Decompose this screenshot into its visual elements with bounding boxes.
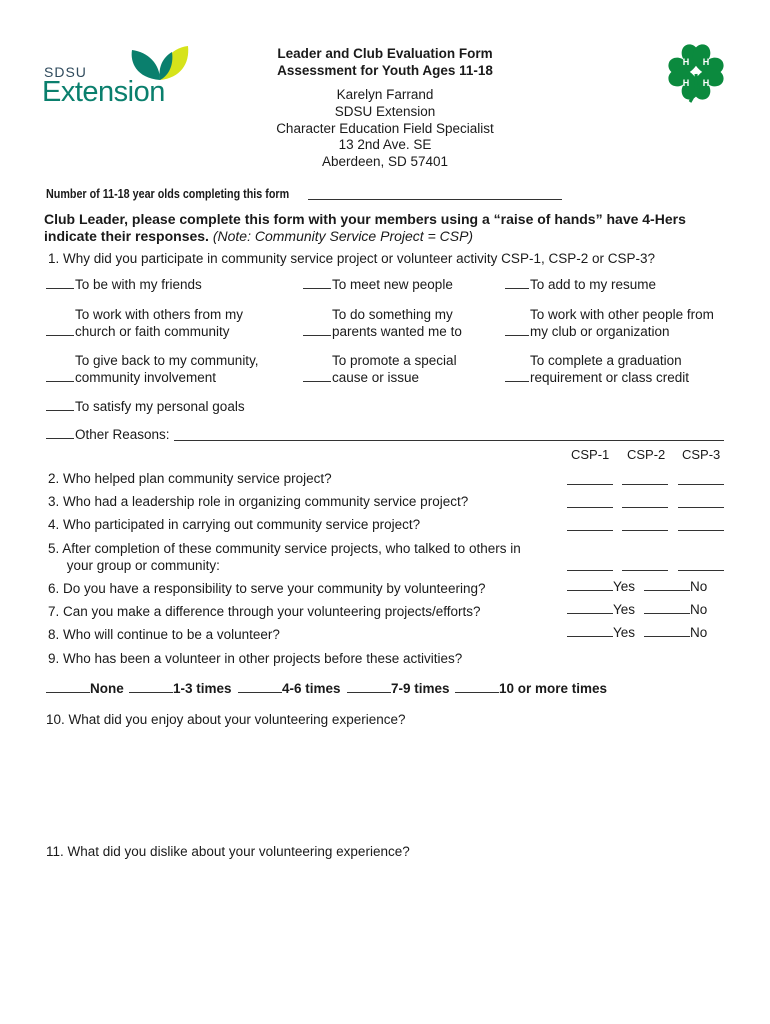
no-option[interactable]: No xyxy=(644,602,707,617)
logo-sdsu-text: SDSU xyxy=(44,64,87,80)
yes-option[interactable]: Yes xyxy=(567,625,635,640)
count-input-line[interactable] xyxy=(308,199,562,200)
yes-option[interactable]: Yes xyxy=(567,602,635,617)
clover-letter: H xyxy=(682,57,690,67)
q1-option[interactable]: To do something my parents wanted me to xyxy=(303,306,462,340)
frequency-4-6[interactable]: 4-6 times xyxy=(238,681,341,696)
q1-other-reasons[interactable]: Other Reasons: xyxy=(46,426,170,443)
question-11: 11. What did you dislike about your volunteering experience? xyxy=(46,844,410,859)
count-label: Number of 11-18 year olds completing this form xyxy=(46,187,290,201)
csp3-answer[interactable] xyxy=(678,570,724,571)
logo-extension-text: Extension xyxy=(42,76,165,108)
form-title: Leader and Club Evaluation Form xyxy=(277,46,493,61)
csp-header: CSP-2 xyxy=(627,447,666,462)
contact-address-line1: 13 2nd Ave. SE xyxy=(338,137,432,152)
question-4: 4. Who participated in carrying out community service project? xyxy=(48,517,421,532)
q1-option[interactable]: To be with my friends xyxy=(46,276,202,293)
question-6: 6. Do you have a responsibility to serve your community by volunteering? xyxy=(48,581,486,596)
question-10: 10. What did you enjoy about your volunteering experience? xyxy=(46,712,406,727)
question-7: 7. Can you make a difference through your volunteering projects/efforts? xyxy=(48,604,481,619)
csp2-answer[interactable] xyxy=(622,530,668,531)
frequency-10-plus[interactable]: 10 or more times xyxy=(455,681,607,696)
no-option[interactable]: No xyxy=(644,625,707,640)
other-reasons-line[interactable] xyxy=(174,440,724,441)
q1-option[interactable]: To add to my resume xyxy=(505,276,656,293)
csp-header: CSP-1 xyxy=(571,447,610,462)
q1-option[interactable]: To work with others from my church or faith community xyxy=(46,306,243,340)
yes-option[interactable]: Yes xyxy=(567,579,635,594)
contact-org: SDSU Extension xyxy=(334,104,436,119)
clover-letter: H xyxy=(702,57,710,67)
frequency-1-3[interactable]: 1-3 times xyxy=(129,681,232,696)
csp3-answer[interactable] xyxy=(678,484,724,485)
question-3: 3. Who had a leadership role in organizing community service project? xyxy=(48,494,469,509)
question-5: 5. After completion of these community service projects, who talked to others in xyxy=(48,541,521,556)
contact-name: Karelyn Farrand xyxy=(336,87,434,102)
no-option[interactable]: No xyxy=(644,579,707,594)
question-5-cont: your group or community: xyxy=(48,558,220,573)
question-1: 1. Why did you participate in community service project or volunteer activity CSP-1, CSP-2 or CSP-3? xyxy=(48,251,655,266)
q1-option[interactable]: To give back to my community, community involvement xyxy=(46,352,259,386)
question-8: 8. Who will continue to be a volunteer? xyxy=(48,627,280,642)
csp1-answer[interactable] xyxy=(567,530,613,531)
q1-option[interactable]: To complete a graduation requirement or class credit xyxy=(505,352,689,386)
q1-option[interactable]: To satisfy my personal goals xyxy=(46,398,245,415)
csp2-answer[interactable] xyxy=(622,507,668,508)
q1-option[interactable]: To promote a special cause or issue xyxy=(303,352,457,386)
frequency-7-9[interactable]: 7-9 times xyxy=(347,681,450,696)
contact-address-line2: Aberdeen, SD 57401 xyxy=(321,154,449,169)
question-2: 2. Who helped plan community service project? xyxy=(48,471,332,486)
csp2-answer[interactable] xyxy=(622,570,668,571)
csp3-answer[interactable] xyxy=(678,530,724,531)
question-9: 9. Who has been a volunteer in other projects before these activities? xyxy=(48,651,463,666)
csp1-answer[interactable] xyxy=(567,570,613,571)
clover-letter: H xyxy=(702,78,710,88)
csp2-answer[interactable] xyxy=(622,484,668,485)
csp-header: CSP-3 xyxy=(682,447,721,462)
csp3-answer[interactable] xyxy=(678,507,724,508)
q1-option[interactable]: To work with other people from my club or organization xyxy=(505,306,714,340)
q1-option[interactable]: To meet new people xyxy=(303,276,453,293)
frequency-none[interactable]: None xyxy=(46,681,124,696)
instructions-note: (Note: Community Service Project = CSP) xyxy=(212,228,474,244)
contact-role: Character Education Field Specialist xyxy=(276,121,494,136)
instructions-line1: Club Leader, please complete this form with your members using a “raise of hands” have 4-Hers xyxy=(44,211,686,227)
instructions-line2: indicate their responses. (Note: Community Service Project = CSP) xyxy=(44,228,474,244)
clover-letter: H xyxy=(682,78,690,88)
csp1-answer[interactable] xyxy=(567,507,613,508)
csp1-answer[interactable] xyxy=(567,484,613,485)
form-subtitle: Assessment for Youth Ages 11-18 xyxy=(277,63,493,78)
